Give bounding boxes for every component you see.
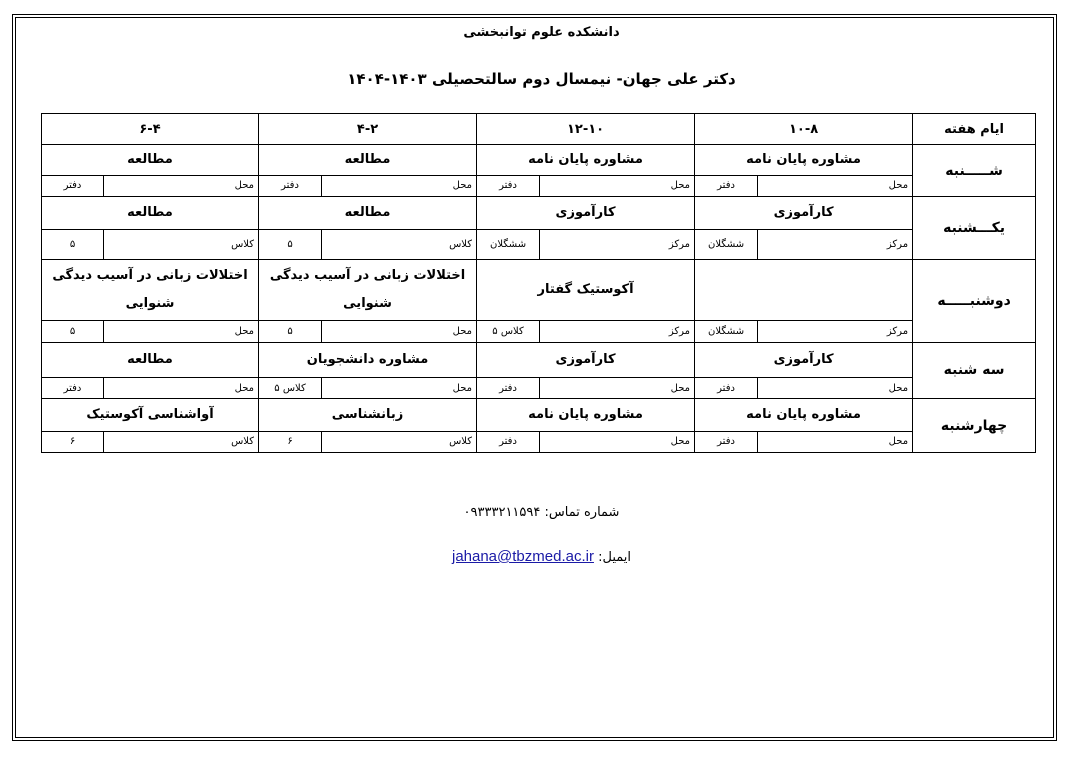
location-row: [42, 378, 1036, 399]
location-value: ششگلان: [695, 321, 758, 342]
activity-cell: کارآموزی: [695, 342, 913, 377]
day-label: چهارشنبه: [913, 399, 1036, 453]
location-value: ششگلان: [477, 230, 540, 259]
location-value: ۶: [42, 431, 104, 452]
activity-cell: کارآموزی: [477, 196, 695, 229]
location-value: دفتر: [695, 431, 758, 452]
location-value: دفتر: [42, 175, 104, 196]
location-value: کلاس ۵: [259, 378, 322, 399]
location-row: [42, 431, 1036, 452]
column-header-8-10: ۱۰-۸: [695, 114, 913, 145]
location-label: مرکز: [758, 230, 913, 259]
phone-line: [0, 505, 1083, 520]
location-label: مرکز: [540, 321, 695, 342]
activity-cell: آکوستیک گفتار: [477, 259, 695, 321]
location-value: دفتر: [259, 175, 322, 196]
activity-cell: مشاوره پایان نامه: [477, 399, 695, 431]
location-row: [42, 230, 1036, 259]
location-row: [42, 321, 1036, 342]
activity-cell: مطالعه: [42, 342, 259, 377]
column-header-2-4: ۴-۲: [259, 114, 477, 145]
day-label: یکـــشنبه: [913, 196, 1036, 259]
activity-cell: مطالعه: [259, 145, 477, 175]
day-label: سه شنبه: [913, 342, 1036, 399]
location-value: ۵: [42, 230, 104, 259]
activity-cell: کارآموزی: [477, 342, 695, 377]
location-label: محل: [758, 378, 913, 399]
location-value: ۵: [42, 321, 104, 342]
location-label: محل: [322, 378, 477, 399]
table-row: [42, 399, 1036, 431]
location-label: کلاس: [322, 230, 477, 259]
day-label: شـــــنبه: [913, 145, 1036, 197]
location-label: محل: [104, 321, 259, 342]
activity-cell: مشاوره پایان نامه: [477, 145, 695, 175]
location-value: دفتر: [477, 431, 540, 452]
activity-cell: مطالعه: [259, 196, 477, 229]
activity-cell: مشاوره دانشجویان: [259, 342, 477, 377]
location-label: محل: [104, 175, 259, 196]
activity-cell: زبانشناسی: [259, 399, 477, 431]
location-value: کلاس ۵: [477, 321, 540, 342]
location-value: دفتر: [42, 378, 104, 399]
activity-cell: مطالعه: [42, 196, 259, 229]
location-label: محل: [758, 175, 913, 196]
activity-cell: آواشناسی آکوستیک: [42, 399, 259, 431]
location-label: محل: [322, 321, 477, 342]
table-row: [42, 342, 1036, 377]
page-title: دکتر علی جهان- نیمسال دوم سالتحصیلی ۱۴۰۳-۱۴۰۴: [347, 70, 736, 88]
location-value: ۵: [259, 230, 322, 259]
location-label: محل: [758, 431, 913, 452]
phone-label: شماره تماس:: [544, 505, 620, 520]
location-label: کلاس: [322, 431, 477, 452]
activity-cell: مشاوره پایان نامه: [695, 399, 913, 431]
email-link[interactable]: jahana@tbzmed.ac.ir: [451, 548, 594, 565]
location-value: ۵: [259, 321, 322, 342]
column-header-days: ایام هفته: [913, 114, 1036, 145]
activity-cell: مطالعه: [42, 145, 259, 175]
location-label: کلاس: [104, 431, 259, 452]
location-value: دفتر: [695, 378, 758, 399]
table-row: [42, 145, 1036, 175]
location-value: دفتر: [477, 378, 540, 399]
email-label: ایمیل:: [598, 550, 631, 565]
activity-cell: اختلالات زبانی در آسیب دیدگی شنوایی: [42, 259, 259, 321]
location-label: محل: [322, 175, 477, 196]
location-row: [42, 175, 1036, 196]
schedule-table: [41, 113, 1036, 453]
activity-cell: کارآموزی: [695, 196, 913, 229]
location-label: محل: [540, 378, 695, 399]
column-header-10-12: ۱۲-۱۰: [477, 114, 695, 145]
activity-cell: [695, 259, 913, 321]
location-label: محل: [540, 431, 695, 452]
activity-cell: اختلالات زبانی در آسیب دیدگی شنوایی: [259, 259, 477, 321]
location-label: کلاس: [104, 230, 259, 259]
location-label: محل: [104, 378, 259, 399]
table-row: [42, 196, 1036, 229]
column-header-4-6: ۶-۴: [42, 114, 259, 145]
activity-cell: مشاوره پایان نامه: [695, 145, 913, 175]
location-label: مرکز: [758, 321, 913, 342]
phone-number: ۰۹۳۳۳۲۱۱۵۹۴: [463, 505, 541, 520]
day-label: دوشنبـــــه: [913, 259, 1036, 342]
table-row: [42, 259, 1036, 321]
location-label: مرکز: [540, 230, 695, 259]
location-value: ششگلان: [695, 230, 758, 259]
email-line: [0, 548, 1083, 565]
location-label: محل: [540, 175, 695, 196]
location-value: دفتر: [477, 175, 540, 196]
location-value: ۶: [259, 431, 322, 452]
header-row: [42, 114, 1036, 145]
school-name: دانشکده علوم توانبخشی: [463, 25, 620, 40]
location-value: دفتر: [695, 175, 758, 196]
